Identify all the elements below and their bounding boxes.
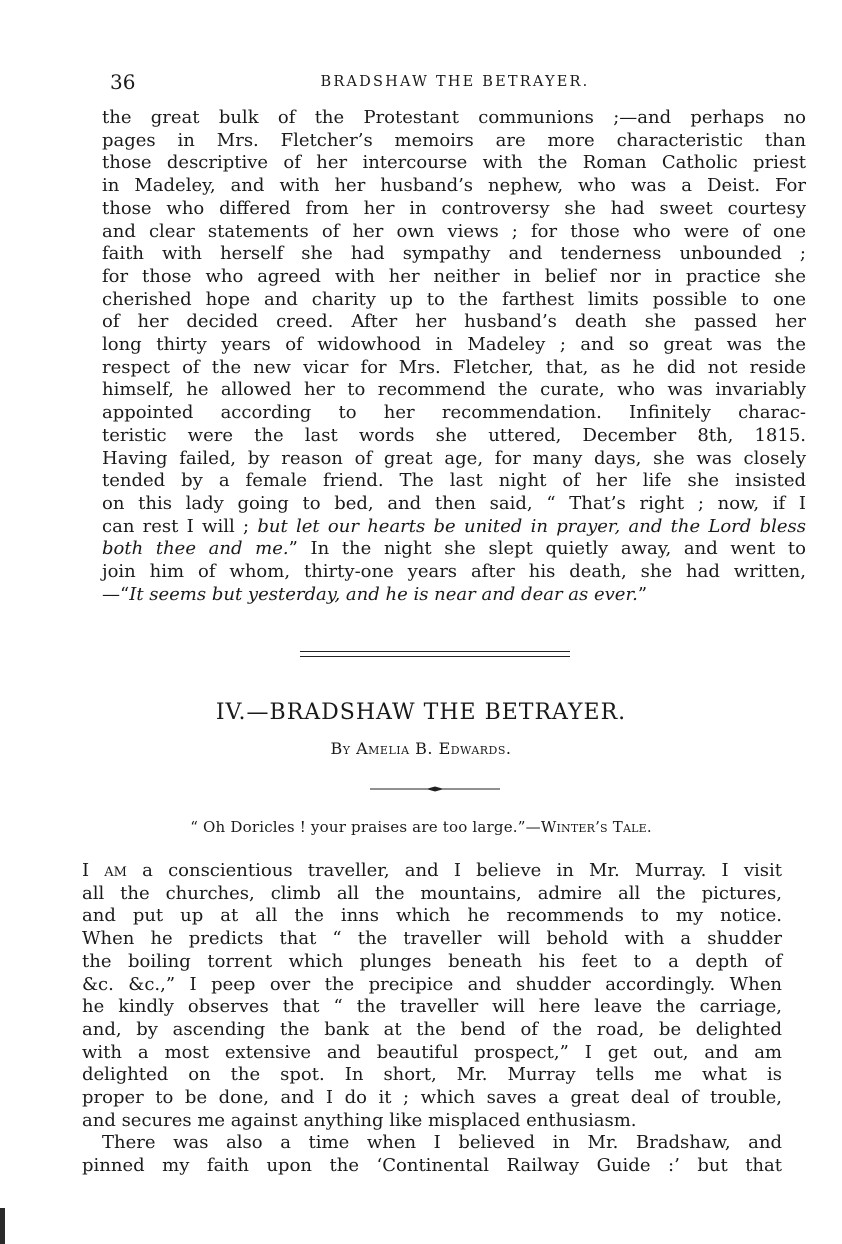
text-line: those who differed from her in controversy she had sweet courtesy <box>102 197 806 219</box>
text-run: can rest I will ; <box>102 515 250 537</box>
text-run: ” In the night she slept quietly away, and went to <box>288 538 806 560</box>
text-line: teristic were the last words she uttered, December 8th, 1815. <box>102 424 806 446</box>
text-line: Having failed, by reason of great age, for many days, she was closely <box>102 447 806 469</box>
text-line: the boiling torrent which plunges beneath his feet to a depth of <box>82 950 782 972</box>
byline-text: By Amelia B. Edwards. <box>330 739 512 758</box>
article-title: IV.—BRADSHAW THE BETRAYER. <box>215 700 627 725</box>
text-line: long thirty years of widowhood in Madeley ; and so great was the <box>102 334 806 356</box>
paragraph-murray <box>82 860 782 1178</box>
text-run: a conscientious traveller, and I believe in Mr. Murray. I visit <box>126 860 782 881</box>
text-line: with a most extensive and beautiful prospect,” I get out, and am <box>82 1041 782 1063</box>
lead-word: I am <box>82 860 127 881</box>
text-line <box>102 516 806 539</box>
text-line: appointed according to her recommendation. Infinitely charac- <box>102 402 806 424</box>
article-byline <box>100 739 742 758</box>
italic-run: both thee and me. <box>102 538 289 560</box>
text-line <box>102 584 806 607</box>
text-line: proper to be done, and I do it ; which saves a great deal of trouble, <box>82 1087 782 1109</box>
text-line: &c. &c.,” I peep over the precipice and shudder accordingly. When <box>82 973 782 995</box>
text-line: and clear statements of her own views ; for those who were of one <box>102 220 806 242</box>
text-run: ” <box>637 583 648 605</box>
running-title: BRADSHAW THE BETRAYER. <box>320 74 590 90</box>
italic-run: It seems but yesterday, and he is near and dear as ever. <box>129 583 638 605</box>
ornament-divider <box>370 784 500 794</box>
text-line: those descriptive of her intercourse with the Roman Catholic priest <box>102 152 806 174</box>
section-divider <box>300 651 570 657</box>
text-line: faith with herself she had sympathy and tenderness unbounded ; <box>102 243 806 265</box>
text-line <box>82 860 782 883</box>
running-head <box>110 70 800 94</box>
italic-run: but let our hearts be united in prayer, and the Lord bless <box>257 515 806 537</box>
epigraph <box>80 818 762 836</box>
text-line: all the churches, climb all the mountains, admire all the pictures, <box>82 882 782 904</box>
paragraph-mrs-fletcher <box>102 107 806 606</box>
text-line: There was also a time when I believed in Mr. Bradshaw, and <box>102 1132 782 1154</box>
text-line: himself, he allowed her to recommend the curate, who was invariably <box>102 379 806 401</box>
page-edge-mark <box>0 1208 5 1244</box>
text-line: the great bulk of the Protestant communions ;—and perhaps no <box>102 107 806 128</box>
text-line: and put up at all the inns which he recommends to my notice. <box>82 905 782 927</box>
text-line: tended by a female friend. The last night of her life she insisted <box>102 470 806 492</box>
text-line: in Madeley, and with her husband’s nephew, who was a Deist. For <box>102 175 806 197</box>
text-line: of her decided creed. After her husband’s death she passed her <box>102 311 806 333</box>
text-line: pages in Mrs. Fletcher’s memoirs are more characteristic than <box>102 129 806 151</box>
epigraph-quote: “ Oh Doricles ! your praises are too large.”— <box>190 818 541 836</box>
page-number: 36 <box>110 70 136 94</box>
text-line: on this lady going to bed, and then said, “ That’s right ; now, if I <box>102 492 806 514</box>
text-line: respect of the new vicar for Mrs. Fletcher, that, as he did not reside <box>102 356 806 378</box>
text-line: When he predicts that “ the traveller will behold with a shudder <box>82 928 782 950</box>
text-run: —“ <box>102 583 130 605</box>
text-line: join him of whom, thirty-one years after his death, she had written, <box>102 561 806 583</box>
text-line: pinned my faith upon the ‘Continental Railway Guide :’ but that <box>82 1155 782 1177</box>
text-line: he kindly observes that “ the traveller will here leave the carriage, <box>82 996 782 1018</box>
text-line: for those who agreed with her neither in belief nor in practice she <box>102 265 806 287</box>
text-line: and, by ascending the bank at the bend of the road, be delighted <box>82 1018 782 1040</box>
text-line: delighted on the spot. In short, Mr. Murray tells me what is <box>82 1064 782 1086</box>
text-line: and secures me against anything like misplaced enthusiasm. <box>82 1109 637 1131</box>
text-line: cherished hope and charity up to the farthest limits possible to one <box>102 288 806 310</box>
epigraph-source: Winter’s Tale. <box>540 818 652 836</box>
text-line <box>102 538 806 561</box>
